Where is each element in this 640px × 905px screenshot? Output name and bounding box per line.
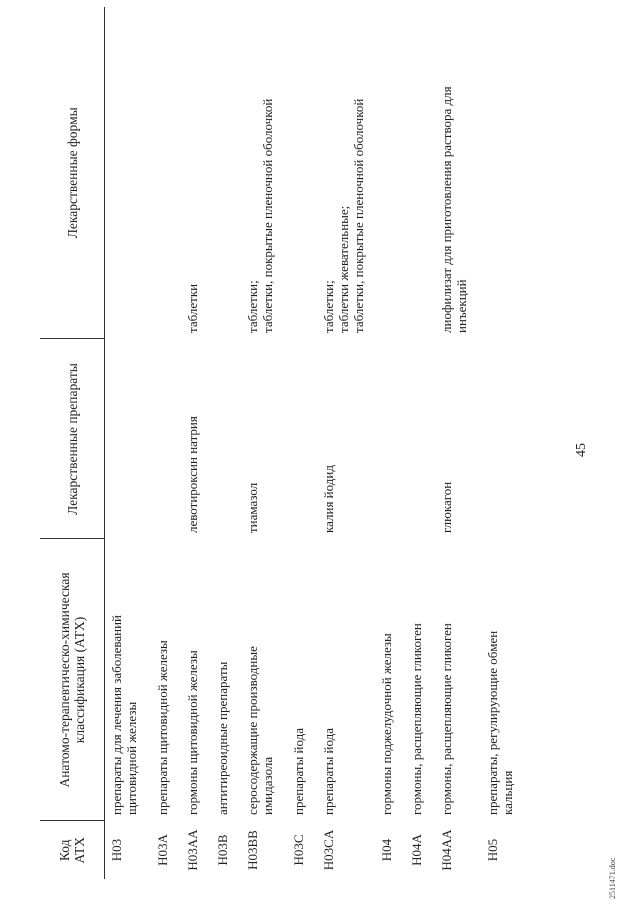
drug-cell: глюкагон xyxy=(438,481,454,533)
table-row xyxy=(435,7,481,879)
drug-cell: тиамазол xyxy=(244,482,260,533)
classification-cell xyxy=(481,539,527,821)
classification-line: щитовидной железы xyxy=(124,701,139,815)
atx-code-cell: H05 xyxy=(484,838,500,862)
dosage-form-line: таблетки; xyxy=(244,280,260,333)
classification-line: гормоны поджелудочной железы xyxy=(378,633,394,815)
table-row xyxy=(405,7,435,879)
drug-cell: левотироксин натрия xyxy=(184,416,200,533)
table-row xyxy=(287,7,317,879)
classification-cell xyxy=(151,539,181,821)
classification-line: препараты йода xyxy=(290,727,306,815)
dosage-forms-cell xyxy=(105,7,151,339)
atx-code-cell: H03A xyxy=(154,834,170,866)
header-drugs: Лекарственные препараты xyxy=(40,339,105,539)
dosage-form-line: таблетки; xyxy=(320,280,336,333)
classification-cell xyxy=(317,539,375,821)
drug-cell xyxy=(375,339,405,539)
classification-line: препараты щитовидной железы xyxy=(154,640,170,815)
table-row xyxy=(105,7,151,879)
classification-cell xyxy=(211,539,241,821)
dosage-form-line: таблетки, покрытые пленочной оболочкой xyxy=(259,98,275,333)
table-header xyxy=(40,7,105,879)
classification-line: серосодержащие производные xyxy=(244,646,260,815)
atx-code-cell: H04 xyxy=(378,838,394,862)
classification-line: антитиреоидные препараты xyxy=(214,661,230,815)
dosage-forms-cell xyxy=(317,7,375,339)
header-classification: Анатомо-терапевтическо-химическая классификация (АТХ) xyxy=(40,539,105,821)
table-row xyxy=(241,7,287,879)
dosage-form-line: таблетки жевательные; xyxy=(335,205,351,333)
classification-line: гормоны, расщепляющие гликоген xyxy=(438,623,454,815)
classification-line: препараты, регулирующие обмен xyxy=(484,630,500,815)
classification-line: кальция xyxy=(499,770,515,815)
atx-drug-table xyxy=(40,7,527,879)
dosage-forms-cell xyxy=(435,7,481,339)
drug-cell xyxy=(481,339,527,539)
dosage-forms-cell xyxy=(405,7,435,339)
drug-cell xyxy=(211,339,241,539)
dosage-forms-cell xyxy=(375,7,405,339)
classification-cell xyxy=(181,539,211,821)
atx-code-cell: H03BB xyxy=(244,830,260,870)
dosage-forms-cell xyxy=(211,7,241,339)
classification-cell xyxy=(105,539,151,821)
footer-file-name: 2511471.doc xyxy=(608,857,617,899)
dosage-forms-cell xyxy=(181,7,211,339)
drug-cell xyxy=(287,339,317,539)
table-body xyxy=(105,7,527,879)
table-row xyxy=(151,7,181,879)
atx-code-cell: H04A xyxy=(408,834,424,866)
classification-cell xyxy=(241,539,287,821)
classification-cell xyxy=(287,539,317,821)
table-row xyxy=(211,7,241,879)
dosage-forms-cell xyxy=(481,7,527,339)
page-number: 45 xyxy=(574,443,589,457)
dosage-form-line: таблетки, покрытые пленочной оболочкой xyxy=(350,98,366,333)
table-row xyxy=(481,7,527,879)
atx-code-cell: H03AA xyxy=(184,829,200,871)
atx-code-cell: H03B xyxy=(214,834,230,866)
classification-cell xyxy=(435,539,481,821)
dosage-forms-cell xyxy=(151,7,181,339)
classification-line: препараты йода xyxy=(320,727,336,815)
atx-code-cell: H03CA xyxy=(320,829,336,871)
drug-cell xyxy=(405,339,435,539)
table-row xyxy=(375,7,405,879)
atx-code-cell: H04AA xyxy=(438,829,454,871)
drug-cell xyxy=(151,339,181,539)
header-code: Код АТХ xyxy=(40,821,105,879)
classification-cell xyxy=(375,539,405,821)
dosage-form-line: инъекций xyxy=(453,279,469,333)
drug-cell: калия йодид xyxy=(320,465,336,533)
drug-cell xyxy=(105,339,151,539)
dosage-form-line: таблетки xyxy=(184,283,200,333)
table-row xyxy=(317,7,375,879)
header-forms: Лекарственные формы xyxy=(40,7,105,339)
dosage-forms-cell xyxy=(241,7,287,339)
classification-line: гормоны, расщепляющие гликоген xyxy=(408,623,424,815)
table-row xyxy=(181,7,211,879)
classification-cell xyxy=(405,539,435,821)
dosage-form-line: лиофилизат для приготовления раствора для xyxy=(438,86,454,333)
atx-code-cell: H03 xyxy=(109,838,124,862)
classification-line: гормоны щитовидной железы xyxy=(184,650,200,815)
classification-line: имидазола xyxy=(259,756,275,815)
dosage-forms-cell xyxy=(287,7,317,339)
atx-code-cell: H03C xyxy=(290,834,306,866)
classification-line: препараты для лечения заболеваний xyxy=(109,615,124,815)
